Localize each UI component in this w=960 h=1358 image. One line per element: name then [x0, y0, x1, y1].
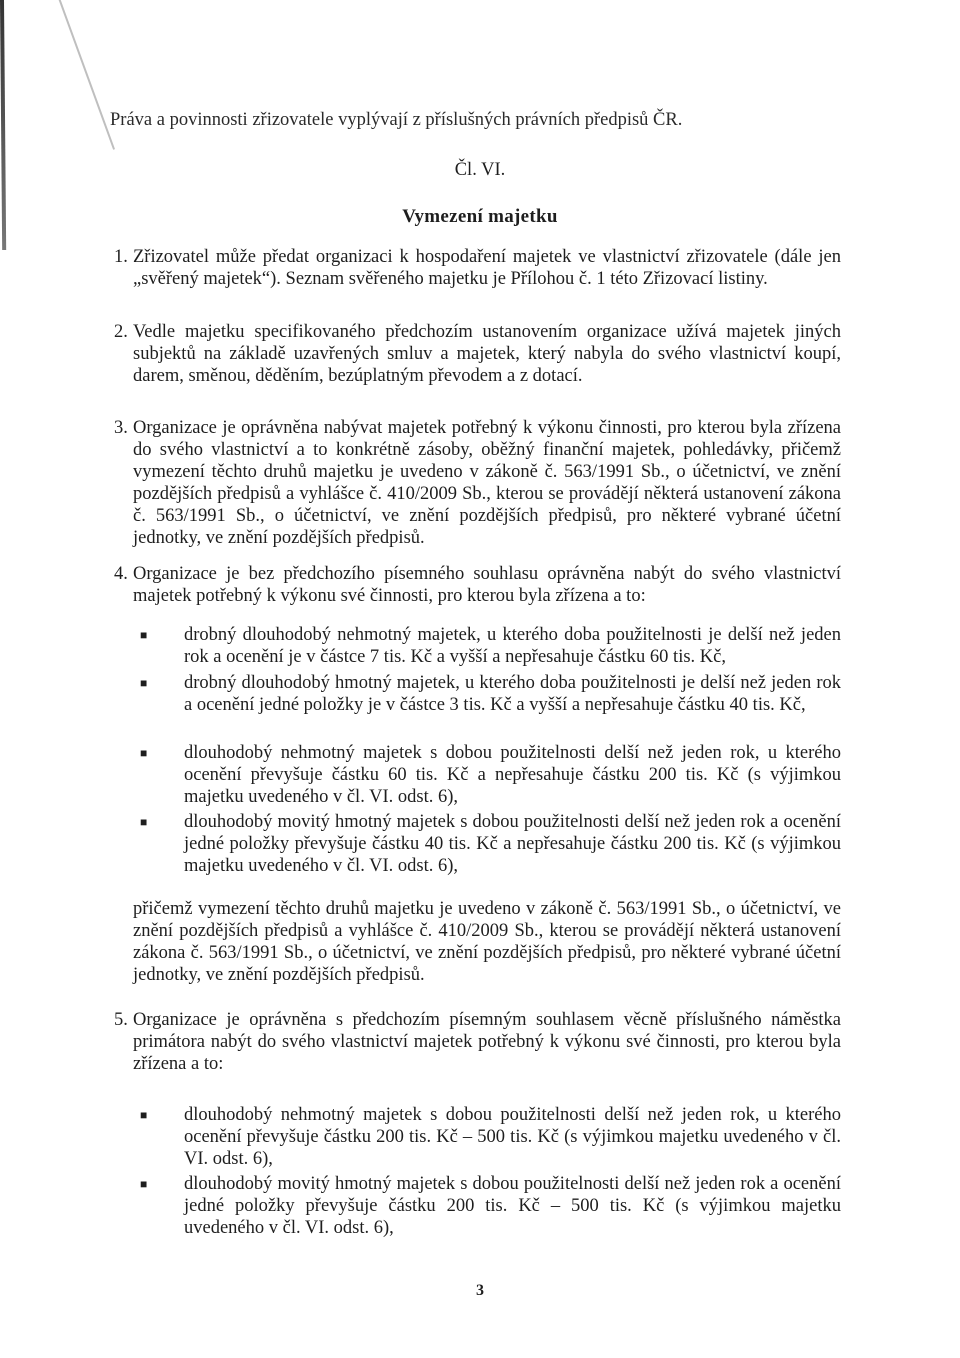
- item5-bullet-2: dlouhodobý movitý hmotný majetek s dobou použitelnosti delší než jeden rok a ocenění jedné položky převyšuje částku 200 tis. Kč – 500 tis. Kč (s výjimkou majetku uvedeného v čl. VI. odst. 6),: [184, 1174, 841, 1238]
- item-text-2: Vedle majetku specifikovaného předchozím ustanovením organizace užívá majetek jiných subjektů na základě uzavřených smluv a majetek, který nabyla do svého vlastnictví koupí, darem, směnou, děděním, bezúplatným převodem a z dotací.: [133, 322, 841, 386]
- item4-bullet-1: drobný dlouhodobý nehmotný majetek, u kterého doba použitelnosti je delší než jeden rok a ocenění je v částce 7 tis. Kč a vyšší a nepřesahuje částku 60 tis. Kč,: [184, 625, 841, 667]
- item4-bullet-4: dlouhodobý movitý hmotný majetek s dobou použitelnosti delší než jeden rok a ocenění jedné položky převyšuje částku 40 tis. Kč a nepřesahuje částku 200 tis. Kč (s výjimkou majetku uvedeného v čl. VI. odst. 6),: [184, 812, 841, 876]
- item4-bullet-3: dlouhodobý nehmotný majetek s dobou použitelnosti delší než jeden rok, u kterého ocenění převyšuje částku 60 tis. Kč a nepřesahuje částku 200 tis. Kč (s výjimkou majetku uvedeného v čl. VI. odst. 6),: [184, 743, 841, 807]
- bullet-marker: ■: [140, 1177, 148, 1191]
- item4-legal-note: přičemž vymezení těchto druhů majetku je uvedeno v zákoně č. 563/1991 Sb., o účetnictví, ve znění pozdějších předpisů a vyhlášce č. 410/2009 Sb., kterou se provádějí některá ustanovení zákona č. 563/1991 Sb., o účetnictví, ve znění pozdějších předpisů, pro některé vybrané účetní jednotky, ve znění pozdějších předpisů.: [133, 899, 841, 985]
- bullet-marker: ■: [140, 746, 148, 760]
- intro-sentence: Práva a povinnosti zřizovatele vyplývají z příslušných právních předpisů ČR.: [110, 110, 683, 130]
- page-number: 3: [476, 1282, 484, 1299]
- bullet-marker: ■: [140, 1108, 148, 1122]
- item-text-5: Organizace je oprávněna s předchozím písemným souhlasem věcně příslušného náměstka primátora nabýt do svého vlastnictví majetek potřebný k výkonu své činnosti, pro kterou byla zřízena a to:: [133, 1010, 841, 1074]
- item-number-4: 4.: [114, 564, 128, 584]
- section-heading: Vymezení majetku: [402, 206, 558, 227]
- item4-bullet-2: drobný dlouhodobý hmotný majetek, u kterého doba použitelnosti je delší než jeden rok a ocenění jedné položky je v částce 3 tis. Kč a vyšší a nepřesahuje částku 40 tis. Kč,: [184, 673, 841, 715]
- item-number-5: 5.: [114, 1010, 128, 1030]
- item-text-4: Organizace je bez předchozího písemného souhlasu oprávněna nabýt do svého vlastnictví majetek potřebný k výkonu své činnosti, pro kterou byla zřízena a to:: [133, 564, 841, 606]
- bullet-marker: ■: [140, 676, 148, 690]
- item-text-1: Zřizovatel může předat organizaci k hospodaření majetek ve vlastnictví zřizovatele (dále jen „svěřený majetek“). Seznam svěřeného majetku je Přílohou č. 1 této Zřizovací listiny.: [133, 247, 841, 289]
- bullet-marker: ■: [140, 815, 148, 829]
- scan-fold-line: [55, 0, 115, 150]
- item-text-3: Organizace je oprávněna nabývat majetek potřebný k výkonu činnosti, pro kterou byla zřízena do svého vlastnictví a to konkrétně zásoby, oběžný finanční majetek, pohledávky, přičemž vymezení těchto druhů majetku je uvedeno v zákoně č. 563/1991 Sb., o účetnictví, ve znění pozdějších předpisů a vyhlášce č. 410/2009 Sb., kterou se provádějí některá ustanovení zákona č. 563/1991 Sb., o účetnictví, ve znění pozdějších předpisů, pro některé vybrané účetní jednotky, ve znění pozdějších předpisů.: [133, 418, 841, 548]
- item-number-2: 2.: [114, 322, 128, 342]
- item5-bullet-1: dlouhodobý nehmotný majetek s dobou použitelnosti delší než jeden rok, u kterého ocenění převyšuje částku 200 tis. Kč – 500 tis. Kč (s výjimkou majetku uvedeného v čl. VI. odst. 6),: [184, 1105, 841, 1169]
- bullet-marker: ■: [140, 628, 148, 642]
- article-number: Čl. VI.: [454, 160, 506, 180]
- item-number-1: 1.: [114, 247, 128, 267]
- item-number-3: 3.: [114, 418, 128, 438]
